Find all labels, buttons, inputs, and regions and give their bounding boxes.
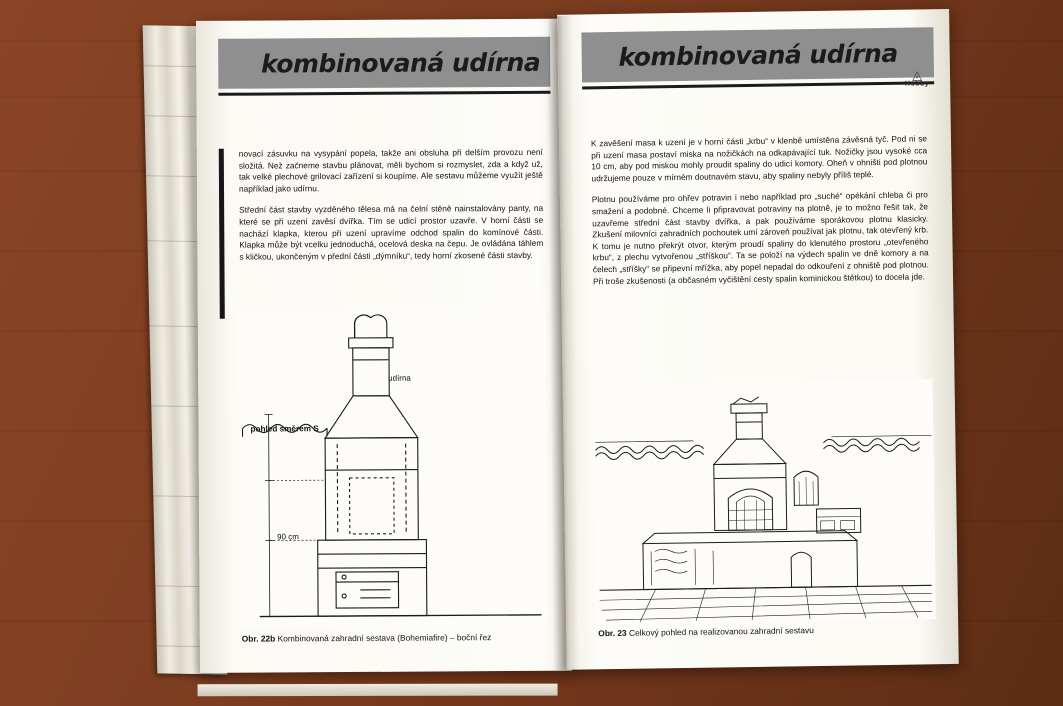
logo-glyph: ◬ [911, 67, 923, 83]
left-paragraph-2: Střední část stavby vyzděného tělesa má na čelní stěně nainstalovány panty, na které se při uzení zavěsí dvířka. Tím se udicí prostor uzavře. V horní části se nachází klapka, kterou při uzení upravíme odchod spalin do komínové části. Klapka může být vcelku jednoduchá, ocelová deska na čepu. Je ovládána táhlem s kličkou, ukončeným v přední části „dýmníku“, tedy horní zkosené části stavby. [239, 203, 544, 262]
right-page-header-title: kombinovaná udírna [618, 38, 898, 72]
right-paragraph-2: Plotnu používáme pro ohřev potravin i nebo například pro „suché“ opékání chleba či pro smažení a podobné. Chceme li připravovat potraviny na plotně, je to možno řešit tak, že uzavřeme střední část stavby dvířka, a pak používáme sporákovou plotnu klasicky. Zkušení milovníci zahradních pochoutek umí zároveň používat jak plotnu, tak otevřený krb. K tomu je nutno překrýt otvor, kterým proudí spaliny do klenutého prostoru „otevřeného krbu“, z plechu vytvořenou „stříškou“. Ta se položí na výdech spalin ve dně komory a na čelech „stříšky“ se připevní mřížka, aby popel nepadal do odkouření z ohniště pod plotnou. Při troše zkušenosti (a občasném vyčištění cesty spalin kominickou štětkou) to docela jde. [591, 189, 929, 286]
left-caption-number: Obr. 22b [241, 633, 276, 644]
right-page [557, 9, 959, 670]
right-caption-number: Obr. 23 [598, 627, 627, 639]
right-page-body-text [591, 133, 929, 297]
right-page-header-band [581, 27, 934, 82]
left-page [196, 19, 572, 673]
left-caption-text: Kombinovaná zahradní sestava (Bohemiafire) – boční řez [277, 632, 492, 644]
left-page-header-title: kombinovaná udírna [260, 47, 541, 79]
left-page-spine-bar [219, 149, 225, 319]
left-page-body-text [239, 147, 544, 273]
open-book [146, 4, 963, 692]
figure-23-drawing [593, 379, 937, 624]
figure-label-pohled-smerem-s: pohled směrem S [250, 424, 319, 434]
book-bottom-edge [198, 684, 558, 697]
left-paragraph-1: novací zásuvku na vysypání popela, takže ani obsluha při delším provozu není složitá. Než začneme stavbu plánovat, měli bychom si rozmyslet, zda a když už, tak velké plechové grilovací zařízení si koupíme. Ale sestavu můžeme využít ještě například jako udírnu. [238, 146, 543, 194]
right-paragraph-1: K zavěšení masa k uzení je v horní části „krbu“ v klenbě umístěna závěsná tyč. Pod ni se při uzení masa postaví miska na nožičkách na odkapávající tuk. Nožičky jsou vysoké cca 10 cm, aby pod miskou mohly proudit spaliny do udicí komory. Oheň v ohništi pod plotnou udržujeme pouze v mírném doutnavém stavu, aby spaliny nebyly příliš teplé. [590, 133, 928, 184]
publisher-logo-icon [902, 69, 932, 95]
left-page-caption [242, 632, 552, 644]
figure-label-90cm: 90 cm [277, 532, 299, 542]
logo-text: Hobby [904, 80, 930, 88]
right-page-caption [598, 623, 938, 638]
figure-22b-drawing [238, 309, 548, 629]
left-page-header-rule [218, 91, 550, 96]
left-page-header-band [218, 37, 550, 89]
right-page-header-rule [582, 81, 934, 89]
figure-label-udirna: udírna [388, 373, 411, 383]
right-caption-text: Celkový pohled na realizovanou zahradní sestavu [628, 625, 814, 638]
